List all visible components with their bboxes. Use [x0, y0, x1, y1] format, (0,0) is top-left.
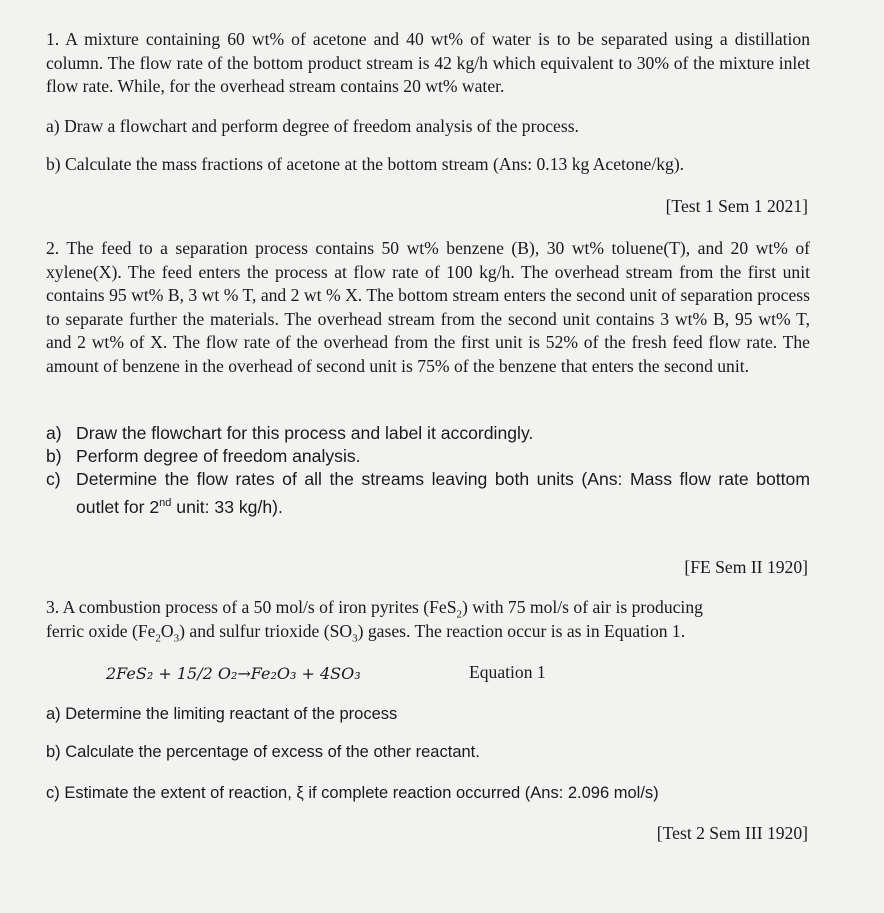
q3-reference: [Test 2 Sem III 1920]: [656, 823, 808, 843]
q3-text-line2: ferric oxide $(Fe_2O_3)$ and sulfur trioxide $(SO_3)$ gases. The reaction occur is as in Equation 1.: [46, 621, 686, 645]
q3-part-b: b) Calculate the percentage of excess of the other reactant.: [46, 743, 480, 761]
q1-part-a: a) Draw a flowchart and perform degree of freedom analysis of the process.: [46, 116, 579, 136]
q3-part-c: c) Estimate the extent of reaction, ξ if complete reaction occurred (Ans: 2.096 mol/s): [46, 784, 659, 802]
q3-equation: 2FeS₂ + 15/2 O₂→Fe₂O₃ + 4SO₃: [106, 664, 361, 683]
q2-part-b-marker: b): [46, 446, 62, 466]
q2-part-a-marker: a): [46, 423, 62, 443]
q2-part-c-text: Determine the flow rates of all the streams leaving both units (Ans: Mass flow rate bottom outlet for 2nd unit: 33 kg/h).: [76, 469, 810, 517]
q3-text-line1: 3. A combustion process of a 50 mol/s of iron pyrites (FeS$_2$) with 75 mol/s of air is producing: [46, 597, 703, 621]
q1-text: 1. A mixture containing 60 wt% of acetone and 40 wt% of water is to be separated using a distillation column. The flow rate of the bottom product stream is 42 kg/h which equivalent to 30% of the mixture inlet flow rate. While, for the overhead stream contains 20 wt% water.: [46, 29, 810, 96]
q1-part-b: b) Calculate the mass fractions of acetone at the bottom stream (Ans: 0.13 kg Acetone/kg).: [46, 154, 685, 174]
q3-equation-label: Equation 1: [469, 662, 546, 682]
q3-part-a: a) Determine the limiting reactant of the process: [46, 705, 398, 723]
q2-reference: [FE Sem II 1920]: [684, 557, 808, 577]
q2-part-c-marker: c): [46, 469, 61, 489]
q2-text: 2. The feed to a separation process contains 50 wt% benzene (B), 30 wt% toluene(T), and 20 wt% of xylene(X). The feed enters the process at flow rate of 100 kg/h. The overhead stream from the first unit contains 95 wt% B, 3 wt % T, and 2 wt % X. The bottom stream enters the second unit of separation process to separate further the materials. The overhead stream from the second unit contains 3 wt% B, 95 wt% T, and 2 wt% of X. The flow rate of the overhead from the first unit is 52% of the fresh feed flow rate. The amount of benzene in the overhead of second unit is 75% of the benzene that enters the second unit.: [46, 238, 810, 376]
q1-reference: [Test 1 Sem 1 2021]: [665, 196, 808, 216]
q2-part-b-text: Perform degree of freedom analysis.: [76, 446, 361, 466]
q2-part-a-text: Draw the flowchart for this process and label it accordingly.: [76, 423, 534, 443]
